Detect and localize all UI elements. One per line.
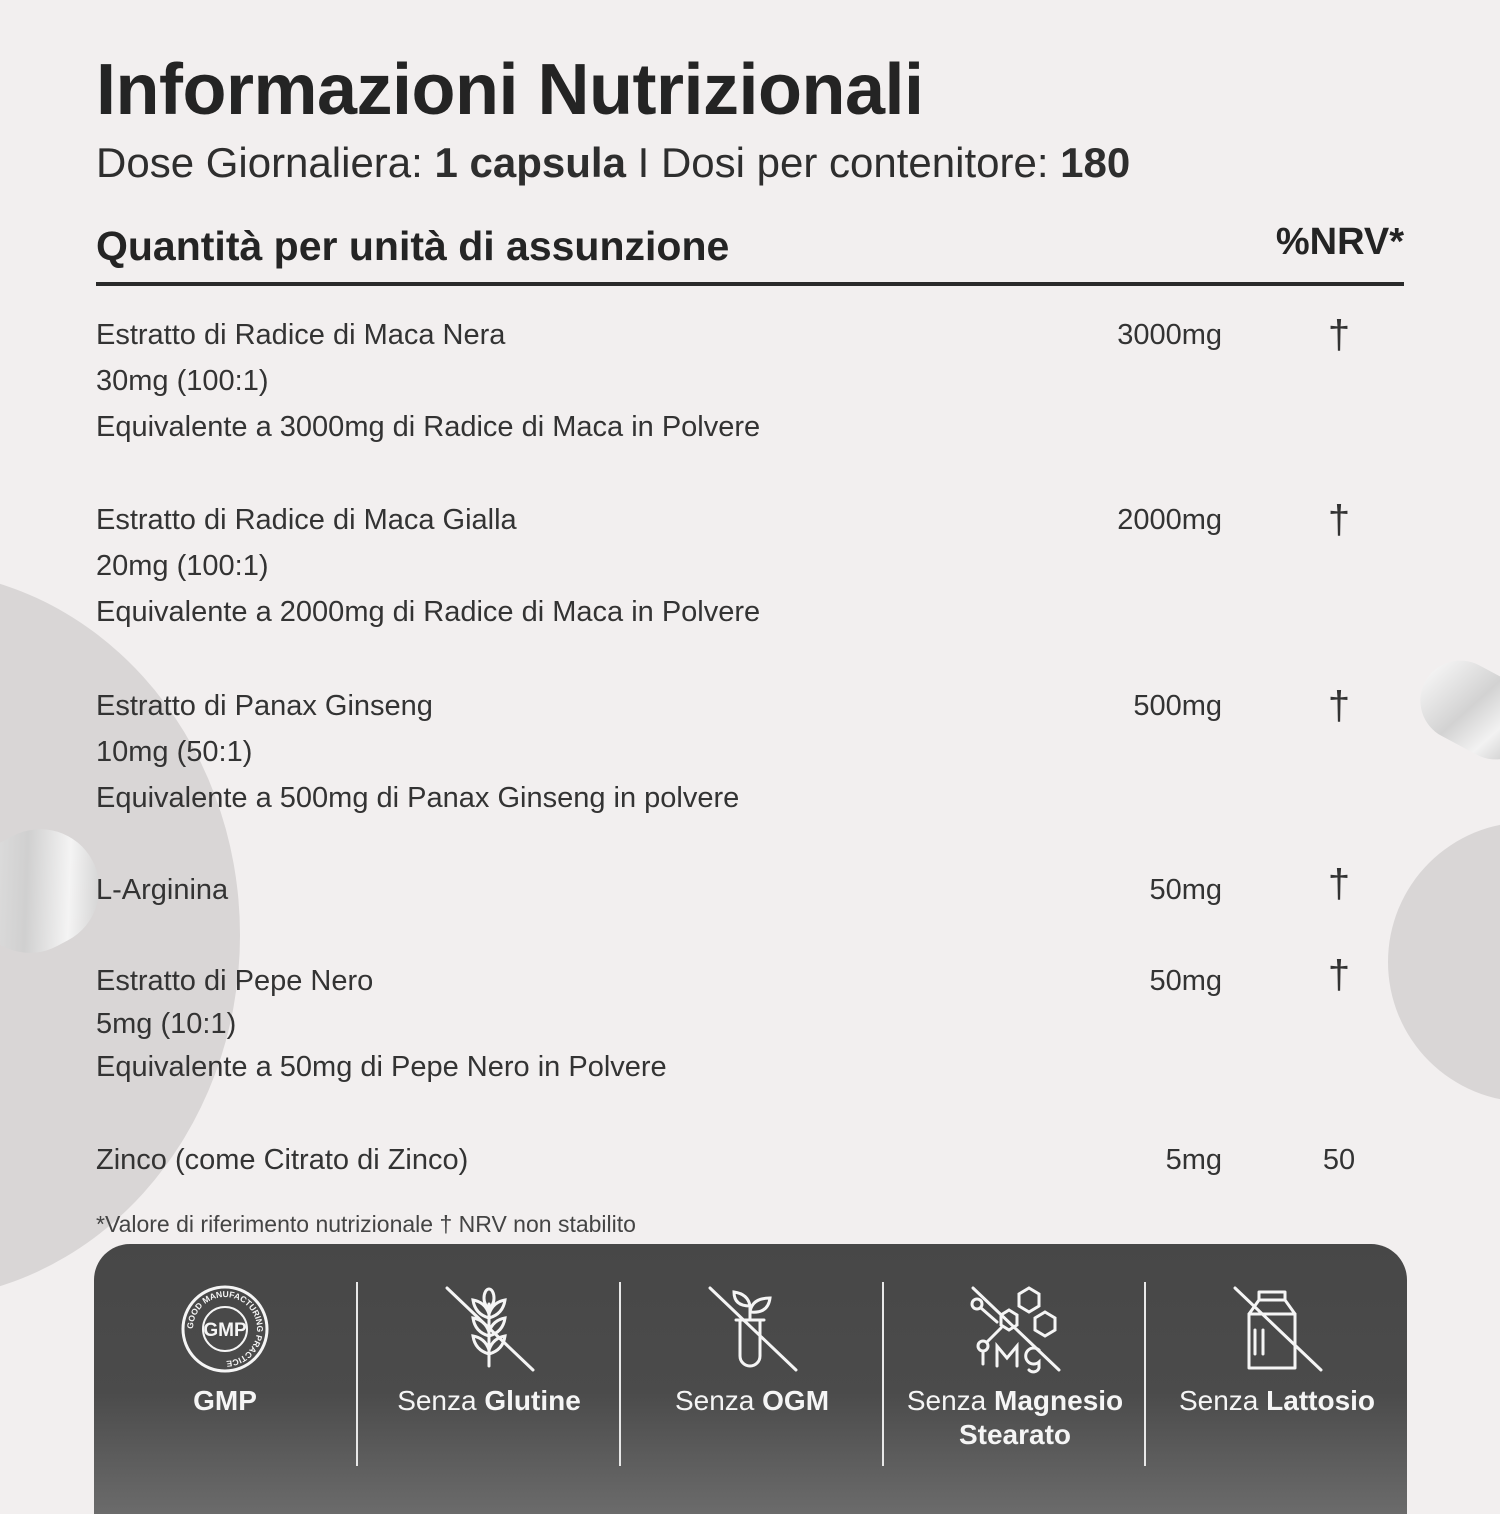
seal-center-text: GMP — [203, 1320, 247, 1341]
table-row — [96, 497, 1406, 635]
no-lactose-icon — [1229, 1284, 1325, 1374]
ingredient-name: Estratto di Pepe Nero — [96, 965, 374, 997]
ingredient-name: L-Arginina — [96, 874, 229, 906]
table-row — [96, 683, 1406, 821]
no-gluten-icon — [441, 1284, 537, 1374]
ingredient-amount: 500mg — [1133, 690, 1222, 722]
badge-label: Senza Magnesio Stearato — [906, 1385, 1124, 1450]
per-container-label: Dosi per contenitore: — [660, 139, 1061, 186]
dagger-icon: † — [1327, 684, 1351, 728]
badge-gmo-free — [621, 1244, 883, 1500]
capsule-image-right — [1406, 647, 1500, 774]
ingredient-extract: 5mg (10:1) — [96, 1008, 237, 1040]
ingredient-equivalent: Equivalente a 50mg di Pepe Nero in Polvere — [96, 1051, 667, 1083]
ingredient-name: Estratto di Radice di Maca Nera — [96, 319, 506, 351]
badge-label: Senza OGM — [674, 1385, 830, 1416]
badge-gmp — [94, 1244, 356, 1500]
ingredient-extract: 30mg (100:1) — [96, 365, 269, 397]
table-row — [96, 1137, 1406, 1183]
badge-magnesium-stearate-free — [884, 1244, 1146, 1500]
dagger-icon: † — [1327, 313, 1351, 357]
ingredient-equivalent: Equivalente a 2000mg di Radice di Maca in Polvere — [96, 596, 761, 628]
ingredient-extract: 20mg (100:1) — [96, 550, 269, 582]
badge-label: Senza Lattosio — [1178, 1385, 1376, 1416]
dose-amount: 1 capsula — [434, 139, 626, 186]
per-container-value: 180 — [1060, 139, 1131, 186]
nrv-heading: %NRV* — [1275, 221, 1404, 263]
ingredient-amount: 50mg — [1149, 965, 1222, 997]
badge-label: GMP — [193, 1385, 257, 1416]
badge-bar — [94, 1244, 1407, 1514]
no-gmo-icon — [704, 1284, 800, 1374]
table-row — [96, 312, 1406, 450]
nrv-value: 50 — [1322, 1144, 1356, 1176]
ingredient-name: Estratto di Radice di Maca Gialla — [96, 504, 517, 536]
ingredient-amount: 50mg — [1149, 874, 1222, 906]
ingredient-name: Zinco (come Citrato di Zinco) — [96, 1144, 469, 1176]
dagger-icon: † — [1327, 498, 1351, 542]
dagger-icon: † — [1327, 953, 1351, 997]
dose-prefix: Dose Giornaliera: — [96, 139, 435, 186]
no-magnesium-stearate-icon — [967, 1284, 1063, 1374]
dagger-icon: † — [1327, 862, 1351, 906]
gmp-seal-icon — [177, 1284, 273, 1374]
badge-lactose-free — [1146, 1244, 1408, 1500]
table-row — [96, 953, 1406, 1090]
footnote: *Valore di riferimento nutrizionale † NRV non stabilito — [96, 1211, 636, 1237]
dose-line — [96, 140, 1130, 186]
ingredient-extract: 10mg (50:1) — [96, 736, 253, 768]
table-heading: Quantità per unità di assunzione — [96, 223, 730, 269]
ingredient-amount: 3000mg — [1117, 319, 1222, 351]
table-rule — [96, 282, 1404, 286]
dose-separator: I — [625, 139, 661, 186]
badge-gluten-free — [358, 1244, 620, 1500]
ingredient-name: Estratto di Panax Ginseng — [96, 690, 433, 722]
ingredient-amount: 5mg — [1165, 1144, 1222, 1176]
ingredient-equivalent: Equivalente a 500mg di Panax Ginseng in polvere — [96, 782, 740, 814]
ingredient-amount: 2000mg — [1117, 504, 1222, 536]
page-title: Informazioni Nutrizionali — [96, 50, 924, 130]
badge-label: Senza Glutine — [397, 1385, 581, 1416]
seal-ring-text: GOOD MANUFACTURING PRACTICE — [184, 1288, 266, 1370]
ingredient-equivalent: Equivalente a 3000mg di Radice di Maca in Polvere — [96, 411, 761, 443]
table-row — [96, 862, 1406, 913]
